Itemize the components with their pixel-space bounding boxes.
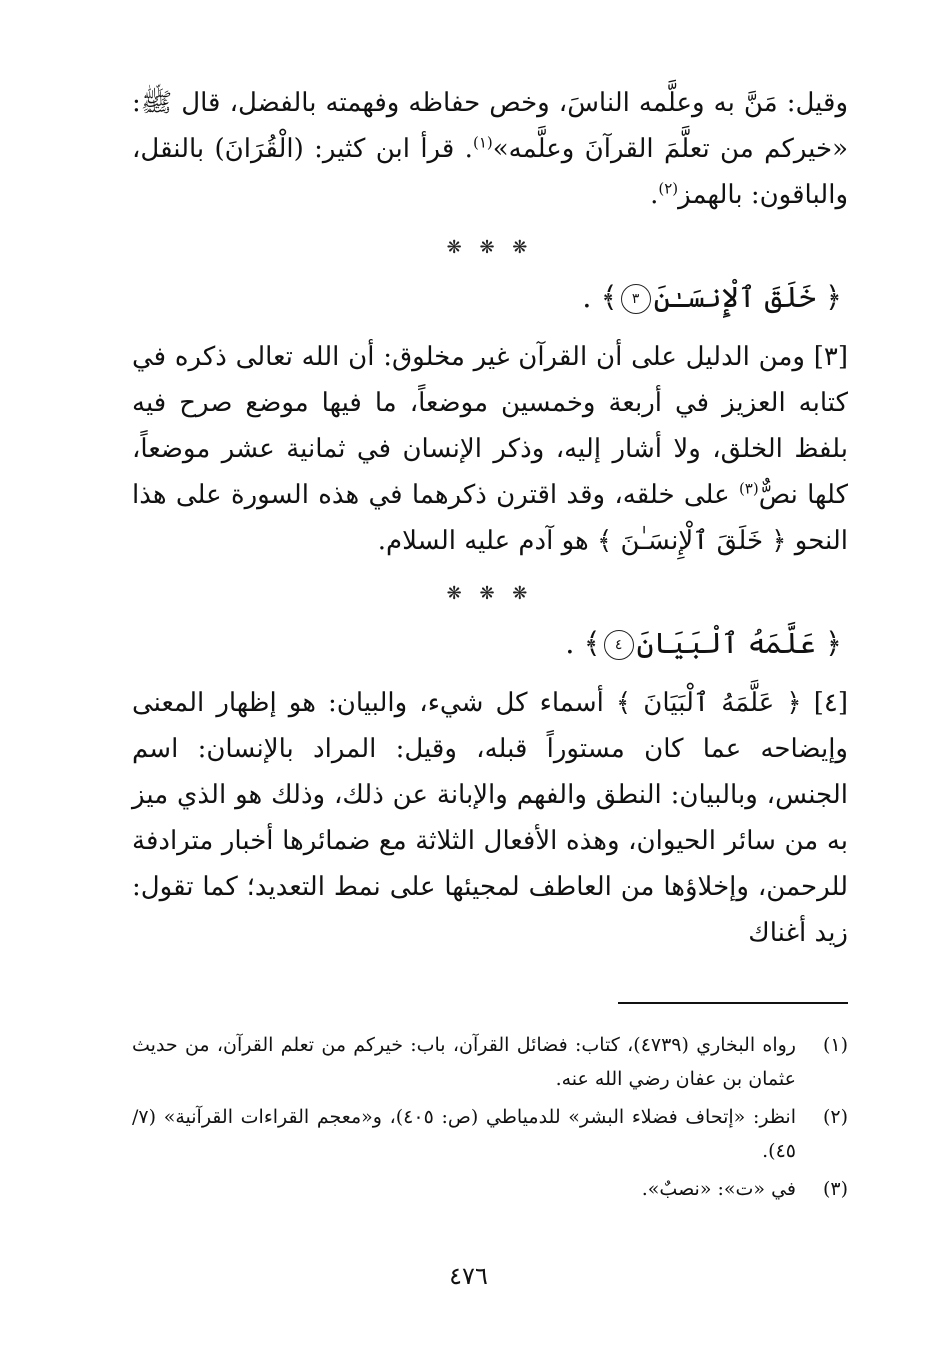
paragraph-intro — [132, 80, 848, 218]
footnote-ref-3[interactable]: (٣) — [738, 479, 759, 498]
paragraph-commentary-3-text: [٣] ومن الدليل على أن القرآن غير مخلوق: أن الله تعالى ذكره في كتابه العزيز في أربعة وخمسين موضعاً، ما فيها موضع صرح فيه بلفظ الخلق، ولا أشار إليه، وذكر الإنسان في ثمانية عشر موضعاً، كلها نصٌّ — [132, 342, 849, 510]
ayah-number-marker: ٤ — [604, 630, 634, 660]
page-body — [132, 80, 848, 956]
paragraph-intro-end: . — [650, 180, 659, 210]
verse-4 — [132, 616, 848, 670]
paragraph-commentary-4: [٤] ﴿ عَلَّمَهُ ٱلْبَيَانَ ﴾ أسماء كل شيء، والبيان: هو إظهار المعنى وإيضاحه عما كان مستوراً قبله، وقيل: المراد بالإنسان: اسم الجنس، وبالبيان: النطق والفهم والإبانة عن ذلك، وذلك هو الذي ميز به من سائر الحيوان، وهذه الأفعال الثلاثة مع ضمائرها أخبار مترادفة للرحمن، وإخلاؤها من العاطف لمجيئها على نمط التعديد؛ كما تقول: زيد أغناك — [132, 688, 848, 948]
verse-3-text: ﴿ خَلَقَ ٱلْإِنسَـٰنَ — [653, 280, 842, 314]
footnotes — [132, 1028, 848, 1210]
paragraph-intro-tail: . قرأ ابن كثير: (الْقُرَانَ) بالنقل، والباقون: بالهمز — [132, 134, 848, 210]
footnote-text: رواه البخاري (٤٧٣٩)، كتاب: فضائل القرآن، باب: خيركم من تعلم القرآن، من حديث عثمان بن عفان رضي الله عنه. — [132, 1034, 796, 1090]
verse-3 — [132, 270, 848, 324]
verse-4-text: ﴿ عَلَّمَهُ ٱلْبَيَانَ — [636, 626, 842, 660]
section-divider-stars: ❋ ❋ ❋ — [446, 583, 534, 604]
paragraph-intro-text: وقيل: مَنَّ به وعلَّمه الناسَ، وخص حفاظه وفهمته بالفضل، قال ﷺ: «خيركم من تعلَّمَ القرآنَ وعلَّمه» — [132, 88, 848, 164]
verse-3-close: ﴾ . — [582, 280, 618, 314]
footnote-item — [132, 1028, 848, 1096]
footnote-ref-2[interactable]: (٢) — [658, 179, 679, 198]
footnote-text: في «ت»: «نصبٌ». — [641, 1178, 796, 1200]
paragraph-commentary-3 — [132, 334, 848, 564]
ayah-number-marker: ٣ — [621, 284, 651, 314]
footnote-item — [132, 1172, 848, 1206]
verse-4-close: ﴾ . — [565, 626, 601, 660]
footnote-number: (١) — [822, 1034, 848, 1056]
footnote-number: (٢) — [822, 1106, 848, 1128]
footnote-text: انظر: «إتحاف فضلاء البشر» للدمياطي (ص: ٤٠٥)، و«معجم القراءات القرآنية» (٧/ ٤٥). — [132, 1106, 796, 1162]
paragraph-commentary-3-end: على خلقه، وقد اقترن ذكرهما في هذه السورة على هذا النحو ﴿ خَلَقَ ٱلْإِنسَـٰنَ ﴾ هو آدم عليه السلام. — [132, 480, 848, 556]
footnote-ref-1[interactable]: (١) — [472, 133, 493, 152]
page-number: ٤٧٦ — [449, 1262, 488, 1290]
footnote-separator — [132, 1002, 848, 1004]
footnote-item — [132, 1100, 848, 1168]
section-divider-stars: ❋ ❋ ❋ — [446, 237, 534, 258]
footnote-number: (٣) — [822, 1178, 848, 1200]
